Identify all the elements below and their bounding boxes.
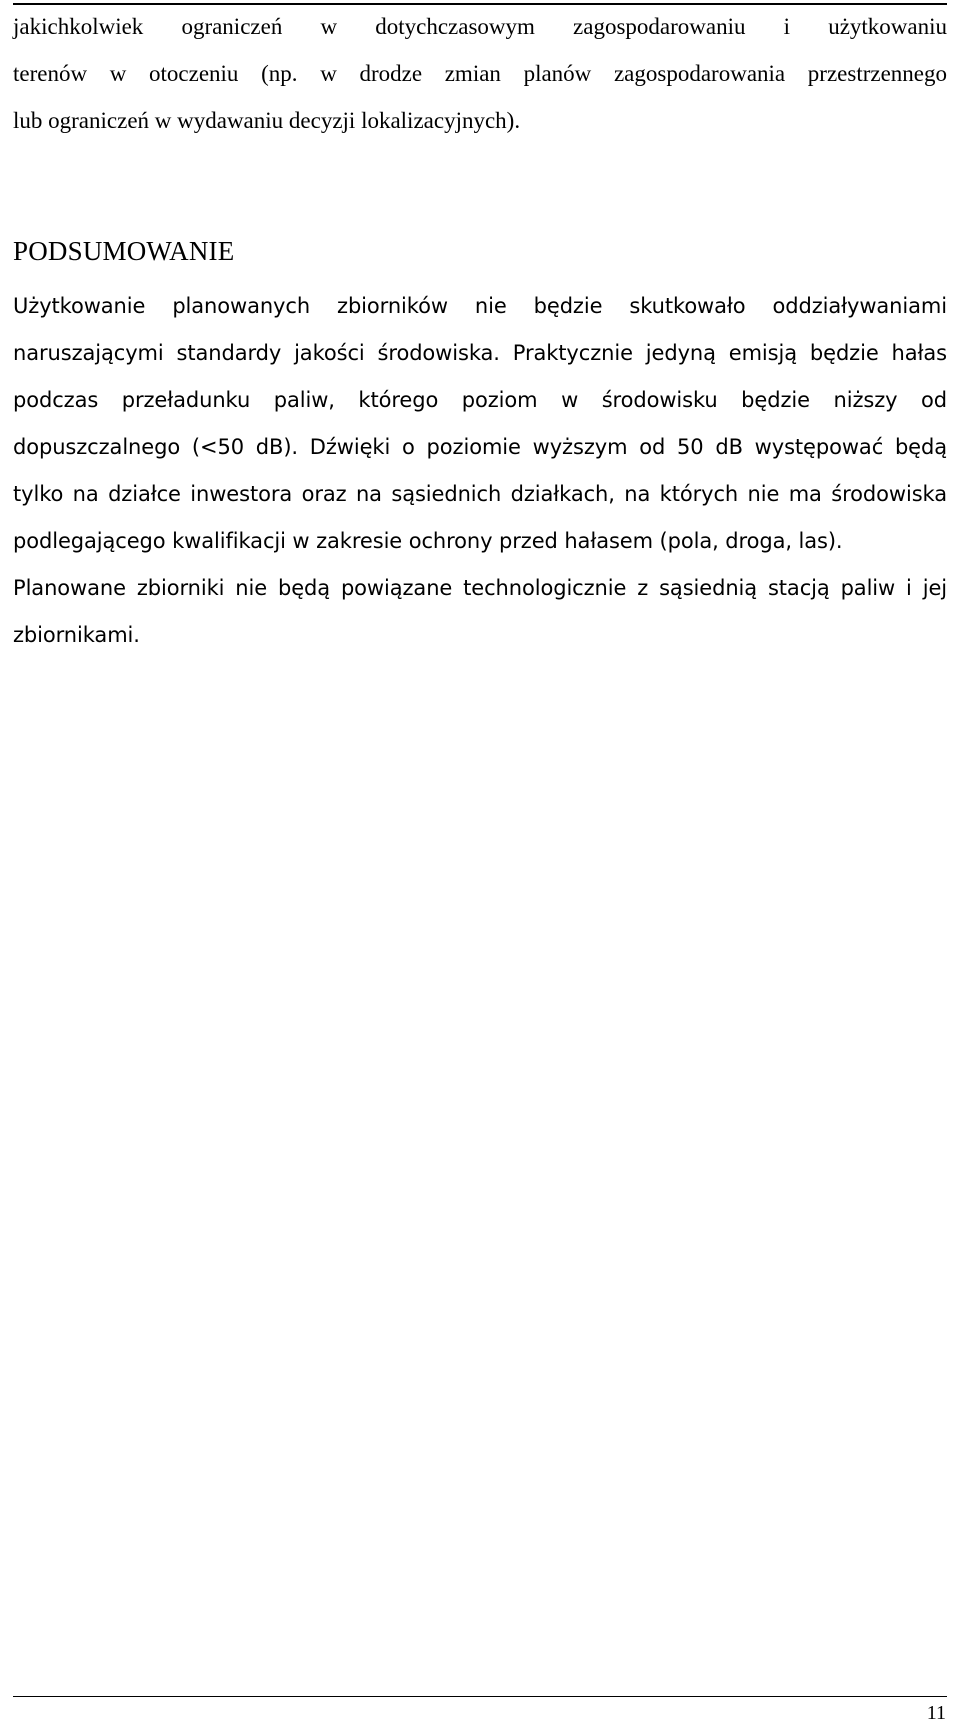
intro-paragraph [13,3,947,144]
text-line: Planowane zbiorniki nie będą powiązane technologicznie z sąsiednią stacją paliw i jej [13,576,947,600]
section-heading: PODSUMOWANIE [13,236,235,266]
summary-paragraph [13,283,947,659]
text-line: naruszającymi standardy jakości środowiska. Praktycznie jedyną emisją będzie hałas [13,341,947,365]
page-number: 11 [926,1702,946,1724]
text-line: podczas przeładunku paliw, którego poziom w środowisku będzie niższy od [13,388,947,412]
text-line: lub ograniczeń w wydawaniu decyzji lokalizacyjnych). [13,108,521,133]
text-line: zbiornikami. [13,623,140,647]
text-line: podlegającego kwalifikacji w zakresie ochrony przed hałasem (pola, droga, las). [13,529,843,553]
text-line: jakichkolwiek ograniczeń w dotychczasowym zagospodarowaniu i użytkowaniu [13,14,947,39]
text-line: Użytkowanie planowanych zbiorników nie będzie skutkowało oddziaływaniami [13,294,947,318]
text-line: dopuszczalnego (<50 dB). Dźwięki o poziomie wyższym od 50 dB występować będą [13,435,947,459]
footer-rule [13,1696,947,1697]
text-line: tylko na działce inwestora oraz na sąsiednich działkach, na których nie ma środowiska [13,482,947,506]
text-line: terenów w otoczeniu (np. w drodze zmian planów zagospodarowania przestrzennego [13,61,947,86]
